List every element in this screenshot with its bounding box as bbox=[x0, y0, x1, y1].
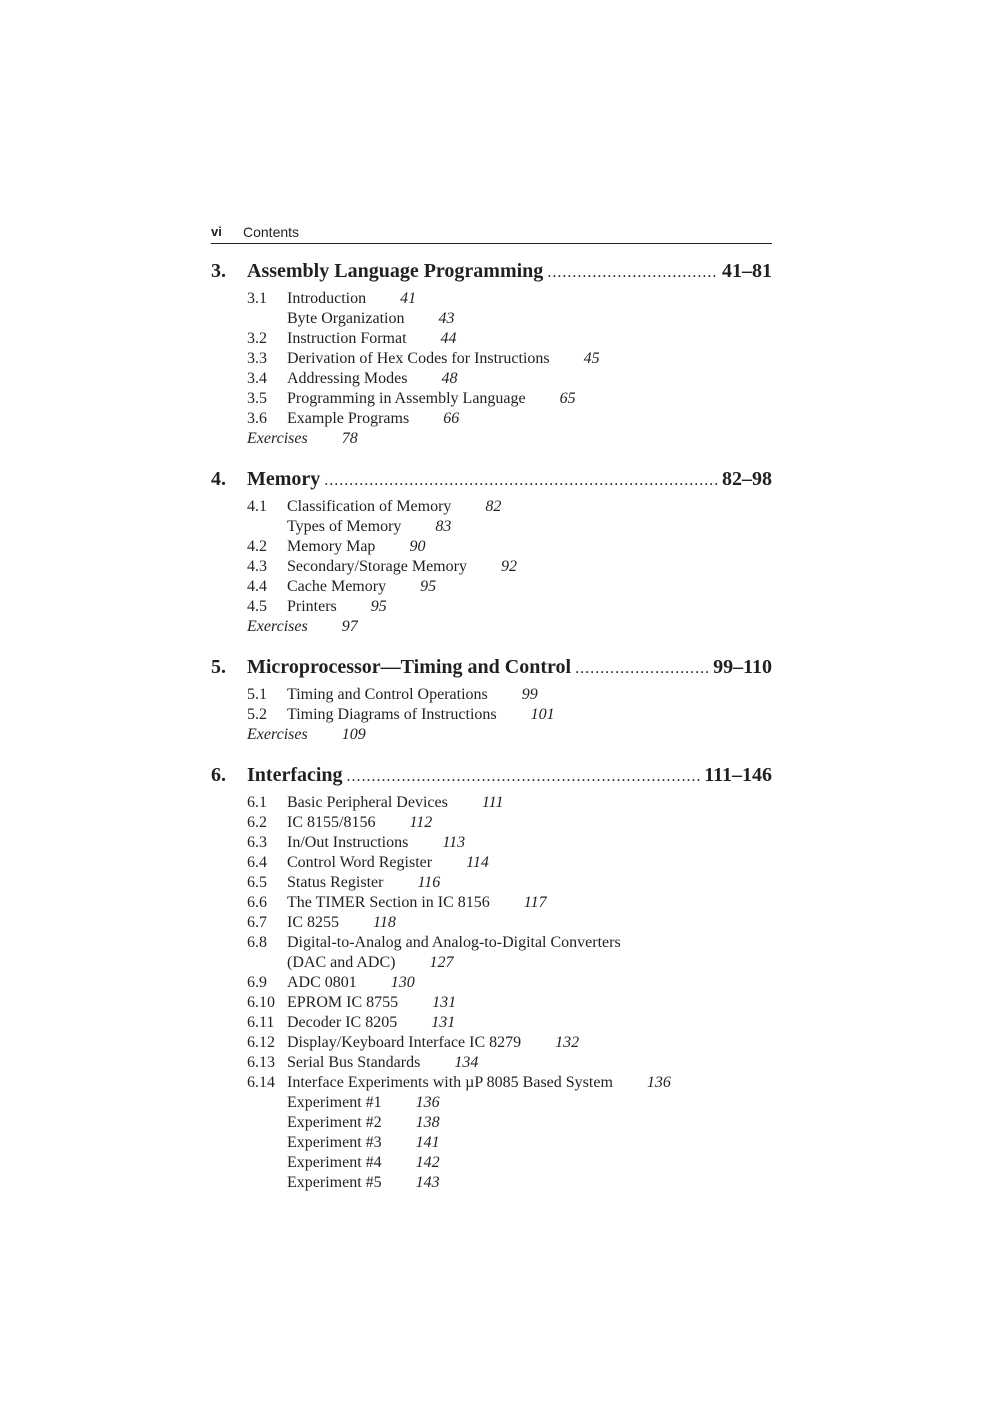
toc-entry[interactable] bbox=[247, 705, 772, 725]
exercises-page: 97 bbox=[341, 618, 358, 635]
toc-entry[interactable] bbox=[247, 993, 772, 1013]
section-number: 3.4 bbox=[247, 370, 267, 387]
section-title: Memory Map bbox=[287, 538, 376, 555]
chapter-heading[interactable] bbox=[211, 762, 772, 790]
section-number: 3.6 bbox=[247, 410, 267, 427]
table-of-contents bbox=[211, 258, 772, 1193]
chapter-pages: 82–98 bbox=[722, 468, 772, 490]
chapter-heading[interactable] bbox=[211, 466, 772, 494]
section-number: 3.1 bbox=[247, 290, 267, 307]
section-title: In/Out Instructions bbox=[287, 834, 409, 851]
dot-leader bbox=[324, 468, 718, 494]
section-title: Byte Organization bbox=[287, 310, 405, 327]
toc-entry[interactable] bbox=[247, 953, 772, 973]
section-title: Experiment #4 bbox=[287, 1154, 382, 1171]
section-title: Timing Diagrams of Instructions bbox=[287, 706, 497, 723]
section-number bbox=[247, 1173, 287, 1193]
section-title: Serial Bus Standards bbox=[287, 1054, 421, 1071]
toc-entry[interactable] bbox=[247, 349, 772, 369]
section-number: 6.4 bbox=[247, 854, 267, 871]
chapter-4 bbox=[211, 466, 772, 637]
section-title: Printers bbox=[287, 598, 337, 615]
toc-entry[interactable] bbox=[247, 309, 772, 329]
section-page: 118 bbox=[373, 914, 396, 931]
section-page: 66 bbox=[443, 410, 460, 427]
section-page: 95 bbox=[420, 578, 437, 595]
exercises-label: Exercises bbox=[247, 726, 308, 743]
section-title: Experiment #2 bbox=[287, 1114, 382, 1131]
section-title: Decoder IC 8205 bbox=[287, 1014, 398, 1031]
section-page: 131 bbox=[432, 994, 457, 1011]
section-page: 116 bbox=[417, 874, 441, 891]
section-number: 6.7 bbox=[247, 914, 267, 931]
toc-entry[interactable] bbox=[247, 853, 772, 873]
section-page: 45 bbox=[583, 350, 600, 367]
section-number: 3.3 bbox=[247, 350, 267, 367]
chapter-heading[interactable] bbox=[211, 654, 772, 682]
chapter-3 bbox=[211, 258, 772, 449]
chapter-heading[interactable] bbox=[211, 258, 772, 286]
toc-entry[interactable] bbox=[247, 973, 772, 993]
section-title: IC 8255 bbox=[287, 914, 339, 931]
section-title: Experiment #5 bbox=[287, 1174, 382, 1191]
section-number bbox=[247, 1093, 287, 1113]
toc-entry[interactable] bbox=[247, 1173, 772, 1193]
section-page: 114 bbox=[466, 854, 489, 871]
exercises-label: Exercises bbox=[247, 618, 308, 635]
exercises-entry[interactable] bbox=[247, 725, 772, 745]
section-title: Introduction bbox=[287, 290, 367, 307]
section-title: Types of Memory bbox=[287, 518, 402, 535]
section-number: 6.2 bbox=[247, 814, 267, 831]
toc-entry[interactable] bbox=[247, 517, 772, 537]
toc-entry[interactable] bbox=[247, 1093, 772, 1113]
section-number bbox=[247, 1133, 287, 1153]
toc-entry[interactable] bbox=[247, 813, 772, 833]
section-number: 4.2 bbox=[247, 538, 267, 555]
toc-entry[interactable] bbox=[247, 537, 772, 557]
section-page: 130 bbox=[390, 974, 415, 991]
section-list bbox=[247, 793, 772, 1193]
section-page: 142 bbox=[415, 1154, 440, 1171]
section-number: 4.1 bbox=[247, 498, 267, 515]
section-page: 143 bbox=[415, 1174, 440, 1191]
section-title: Experiment #3 bbox=[287, 1134, 382, 1151]
section-title: Secondary/Storage Memory bbox=[287, 558, 467, 575]
section-number: 5.2 bbox=[247, 706, 267, 723]
dot-leader bbox=[347, 764, 701, 790]
toc-entry[interactable] bbox=[247, 389, 772, 409]
section-title: Experiment #1 bbox=[287, 1094, 382, 1111]
section-page: 131 bbox=[431, 1014, 456, 1031]
section-list bbox=[247, 497, 772, 637]
section-number bbox=[247, 1113, 287, 1133]
exercises-entry[interactable] bbox=[247, 429, 772, 449]
section-title: Timing and Control Operations bbox=[287, 686, 488, 703]
exercises-entry[interactable] bbox=[247, 617, 772, 637]
section-title: The TIMER Section in IC 8156 bbox=[287, 894, 490, 911]
toc-entry[interactable] bbox=[247, 1153, 772, 1173]
toc-entry[interactable] bbox=[247, 497, 772, 517]
chapter-number: 4. bbox=[211, 468, 226, 490]
section-number: 6.14 bbox=[247, 1074, 275, 1091]
toc-entry[interactable] bbox=[247, 289, 772, 309]
chapter-number: 5. bbox=[211, 656, 226, 678]
section-page: 127 bbox=[429, 954, 454, 971]
toc-entry[interactable] bbox=[247, 933, 772, 953]
section-page: 90 bbox=[409, 538, 426, 555]
toc-page bbox=[211, 222, 772, 1193]
section-number: 6.11 bbox=[247, 1014, 275, 1031]
exercises-label: Exercises bbox=[247, 430, 308, 447]
section-number bbox=[247, 517, 287, 537]
section-number: 6.3 bbox=[247, 834, 267, 851]
toc-entry[interactable] bbox=[247, 329, 772, 349]
section-number: 3.2 bbox=[247, 330, 267, 347]
chapter-6 bbox=[211, 762, 772, 1193]
section-number bbox=[247, 953, 287, 973]
section-page: 112 bbox=[409, 814, 433, 831]
exercises-page: 109 bbox=[341, 726, 366, 743]
chapter-number: 6. bbox=[211, 764, 226, 786]
running-head-label: Contents bbox=[243, 224, 300, 240]
section-title: Basic Peripheral Devices bbox=[287, 794, 448, 811]
section-title: EPROM IC 8755 bbox=[287, 994, 399, 1011]
section-number: 5.1 bbox=[247, 686, 267, 703]
dot-leader bbox=[575, 656, 709, 682]
section-page: 101 bbox=[530, 706, 555, 723]
chapter-pages: 41–81 bbox=[722, 260, 772, 282]
section-page: 141 bbox=[415, 1134, 440, 1151]
running-head bbox=[211, 222, 772, 244]
toc-entry[interactable] bbox=[247, 1073, 772, 1093]
toc-entry[interactable] bbox=[247, 1033, 772, 1053]
toc-entry[interactable] bbox=[247, 369, 772, 389]
section-number: 6.6 bbox=[247, 894, 267, 911]
toc-entry[interactable] bbox=[247, 597, 772, 617]
toc-entry[interactable] bbox=[247, 913, 772, 933]
section-page: 65 bbox=[559, 390, 576, 407]
chapter-pages: 111–146 bbox=[704, 764, 772, 786]
section-page: 136 bbox=[646, 1074, 671, 1091]
section-page: 48 bbox=[441, 370, 458, 387]
toc-entry[interactable] bbox=[247, 793, 772, 813]
exercises-page: 78 bbox=[341, 430, 358, 447]
section-page: 92 bbox=[500, 558, 517, 575]
toc-entry[interactable] bbox=[247, 1053, 772, 1073]
toc-entry[interactable] bbox=[247, 873, 772, 893]
section-number: 6.9 bbox=[247, 974, 267, 991]
section-number: 6.5 bbox=[247, 874, 267, 891]
section-number: 6.8 bbox=[247, 934, 267, 951]
toc-entry[interactable] bbox=[247, 893, 772, 913]
section-number: 4.5 bbox=[247, 598, 267, 615]
section-title: Cache Memory bbox=[287, 578, 387, 595]
toc-entry[interactable] bbox=[247, 409, 772, 429]
section-page: 41 bbox=[400, 290, 417, 307]
section-page: 138 bbox=[415, 1114, 440, 1131]
dot-leader bbox=[547, 260, 718, 286]
section-number: 6.1 bbox=[247, 794, 267, 811]
section-page: 99 bbox=[521, 686, 538, 703]
chapter-title: Interfacing bbox=[247, 764, 343, 786]
chapter-title: Memory bbox=[247, 468, 321, 490]
toc-entry[interactable] bbox=[247, 1113, 772, 1133]
section-title: Control Word Register bbox=[287, 854, 433, 871]
section-page: 117 bbox=[523, 894, 547, 911]
section-number: 4.3 bbox=[247, 558, 267, 575]
section-title: Addressing Modes bbox=[287, 370, 408, 387]
section-number bbox=[247, 309, 287, 329]
toc-entry[interactable] bbox=[247, 1013, 772, 1033]
section-number: 6.13 bbox=[247, 1054, 275, 1071]
section-number: 6.10 bbox=[247, 994, 275, 1011]
section-title: Interface Experiments with µP 8085 Based System bbox=[287, 1074, 613, 1091]
toc-entry[interactable] bbox=[247, 685, 772, 705]
section-title: Status Register bbox=[287, 874, 384, 891]
toc-entry[interactable] bbox=[247, 577, 772, 597]
section-title: Digital-to-Analog and Analog-to-Digital Converters bbox=[287, 934, 621, 951]
toc-entry[interactable] bbox=[247, 1133, 772, 1153]
section-page: 82 bbox=[485, 498, 502, 515]
chapter-number: 3. bbox=[211, 260, 226, 282]
section-title: Example Programs bbox=[287, 410, 410, 427]
chapter-5 bbox=[211, 654, 772, 745]
page-folio: vi bbox=[211, 224, 222, 239]
section-number bbox=[247, 1153, 287, 1173]
section-title: IC 8155/8156 bbox=[287, 814, 376, 831]
toc-entry[interactable] bbox=[247, 557, 772, 577]
section-number: 4.4 bbox=[247, 578, 267, 595]
section-page: 95 bbox=[370, 598, 387, 615]
section-page: 44 bbox=[440, 330, 457, 347]
section-list bbox=[247, 289, 772, 449]
section-number: 3.5 bbox=[247, 390, 267, 407]
section-page: 113 bbox=[442, 834, 466, 851]
section-title: (DAC and ADC) bbox=[287, 954, 396, 971]
chapter-pages: 99–110 bbox=[713, 656, 772, 678]
section-title: ADC 0801 bbox=[287, 974, 357, 991]
section-page: 134 bbox=[454, 1054, 479, 1071]
section-number: 6.12 bbox=[247, 1034, 275, 1051]
chapter-title: Assembly Language Programming bbox=[247, 260, 544, 282]
chapter-title: Microprocessor—Timing and Control bbox=[247, 656, 572, 678]
section-page: 132 bbox=[555, 1034, 580, 1051]
section-page: 83 bbox=[435, 518, 452, 535]
section-list bbox=[247, 685, 772, 745]
section-title: Programming in Assembly Language bbox=[287, 390, 526, 407]
section-title: Display/Keyboard Interface IC 8279 bbox=[287, 1034, 522, 1051]
section-page: 111 bbox=[481, 794, 504, 811]
toc-entry[interactable] bbox=[247, 833, 772, 853]
section-page: 43 bbox=[438, 310, 455, 327]
section-page: 136 bbox=[415, 1094, 440, 1111]
section-title: Derivation of Hex Codes for Instructions bbox=[287, 350, 550, 367]
section-title: Instruction Format bbox=[287, 330, 407, 347]
section-title: Classification of Memory bbox=[287, 498, 452, 515]
